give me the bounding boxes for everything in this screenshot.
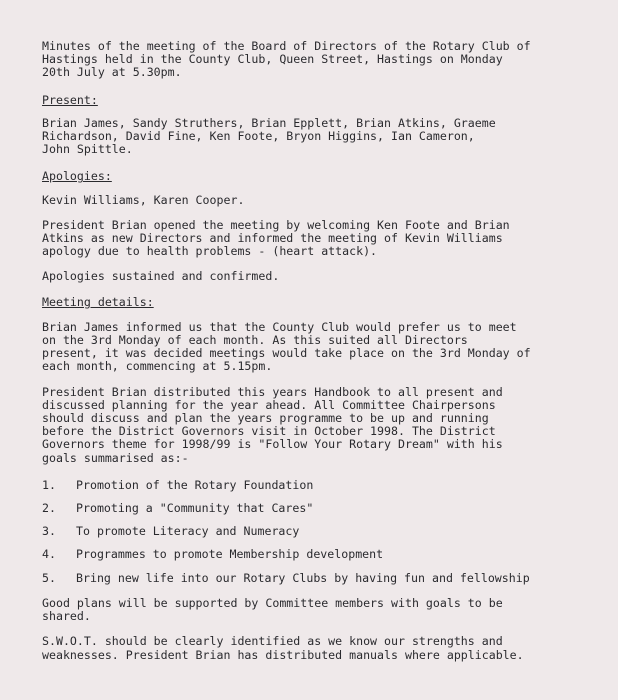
meeting-details-paragraph-2: President Brian distributed this years Handbook to all present and discussed planning for the year ahead. All Committee Chairpersons should discuss and plan the years programme to be up and running before the District Governors visit in October 1998. The District Governors theme for 1998/99 is "Follow Your Rotary Dream" with his goals summarised as:-: [42, 384, 503, 465]
goal-number: 2.: [42, 501, 56, 516]
swot-paragraph: S.W.O.T. should be clearly identified as we know our strengths and weaknesses. President Brian has distributed manuals where applicable.: [42, 634, 524, 662]
apologies-heading: Apologies:: [42, 169, 112, 184]
welcome-paragraph: President Brian opened the meeting by welcoming Ken Foote and Brian Atkins as new Directors and informed the meeting of Kevin Williams apology due to health problems - (heart attack).: [42, 217, 510, 259]
goal-item: [42, 525, 598, 538]
sustained-paragraph: Apologies sustained and confirmed.: [42, 269, 280, 284]
goal-text: To promote Literacy and Numeracy: [76, 524, 300, 539]
goal-text: Promoting a "Community that Cares": [76, 501, 314, 516]
goal-number: 1.: [42, 477, 56, 492]
present-list: Brian James, Sandy Struthers, Brian Epplett, Brian Atkins, Graeme Richardson, David Fine, Ken Foote, Bryon Higgins, Ian Cameron, John Spittle.: [42, 115, 496, 157]
apologies-list: Kevin Williams, Karen Cooper.: [42, 192, 245, 207]
intro-paragraph: Minutes of the meeting of the Board of Directors of the Rotary Club of Hastings held in the County Club, Queen Street, Hastings on Monday 20th July at 5.30pm.: [42, 39, 531, 80]
minutes-document: [42, 40, 598, 662]
goal-text: Promotion of the Rotary Foundation: [76, 477, 314, 492]
meeting-details-paragraph-1: Brian James informed us that the County Club would prefer us to meet on the 3rd Monday of each month. As this suited all Directors present, it was decided meetings would take place on the 3rd Monday of each month, commencing at 5.15pm.: [42, 319, 531, 374]
plans-paragraph: Good plans will be supported by Committee members with goals to be shared.: [42, 595, 503, 624]
goal-item: [42, 479, 598, 492]
goal-item: [42, 548, 598, 561]
goal-text: Bring new life into our Rotary Clubs by having fun and fellowship: [76, 570, 530, 585]
goal-number: 4.: [42, 547, 56, 562]
goal-item: [42, 572, 598, 585]
goal-number: 5.: [42, 570, 56, 585]
goal-number: 3.: [42, 524, 56, 539]
goal-text: Programmes to promote Membership development: [76, 547, 384, 562]
present-heading: Present:: [42, 92, 98, 107]
meeting-details-heading: Meeting details:: [42, 294, 154, 309]
goal-item: [42, 502, 598, 515]
